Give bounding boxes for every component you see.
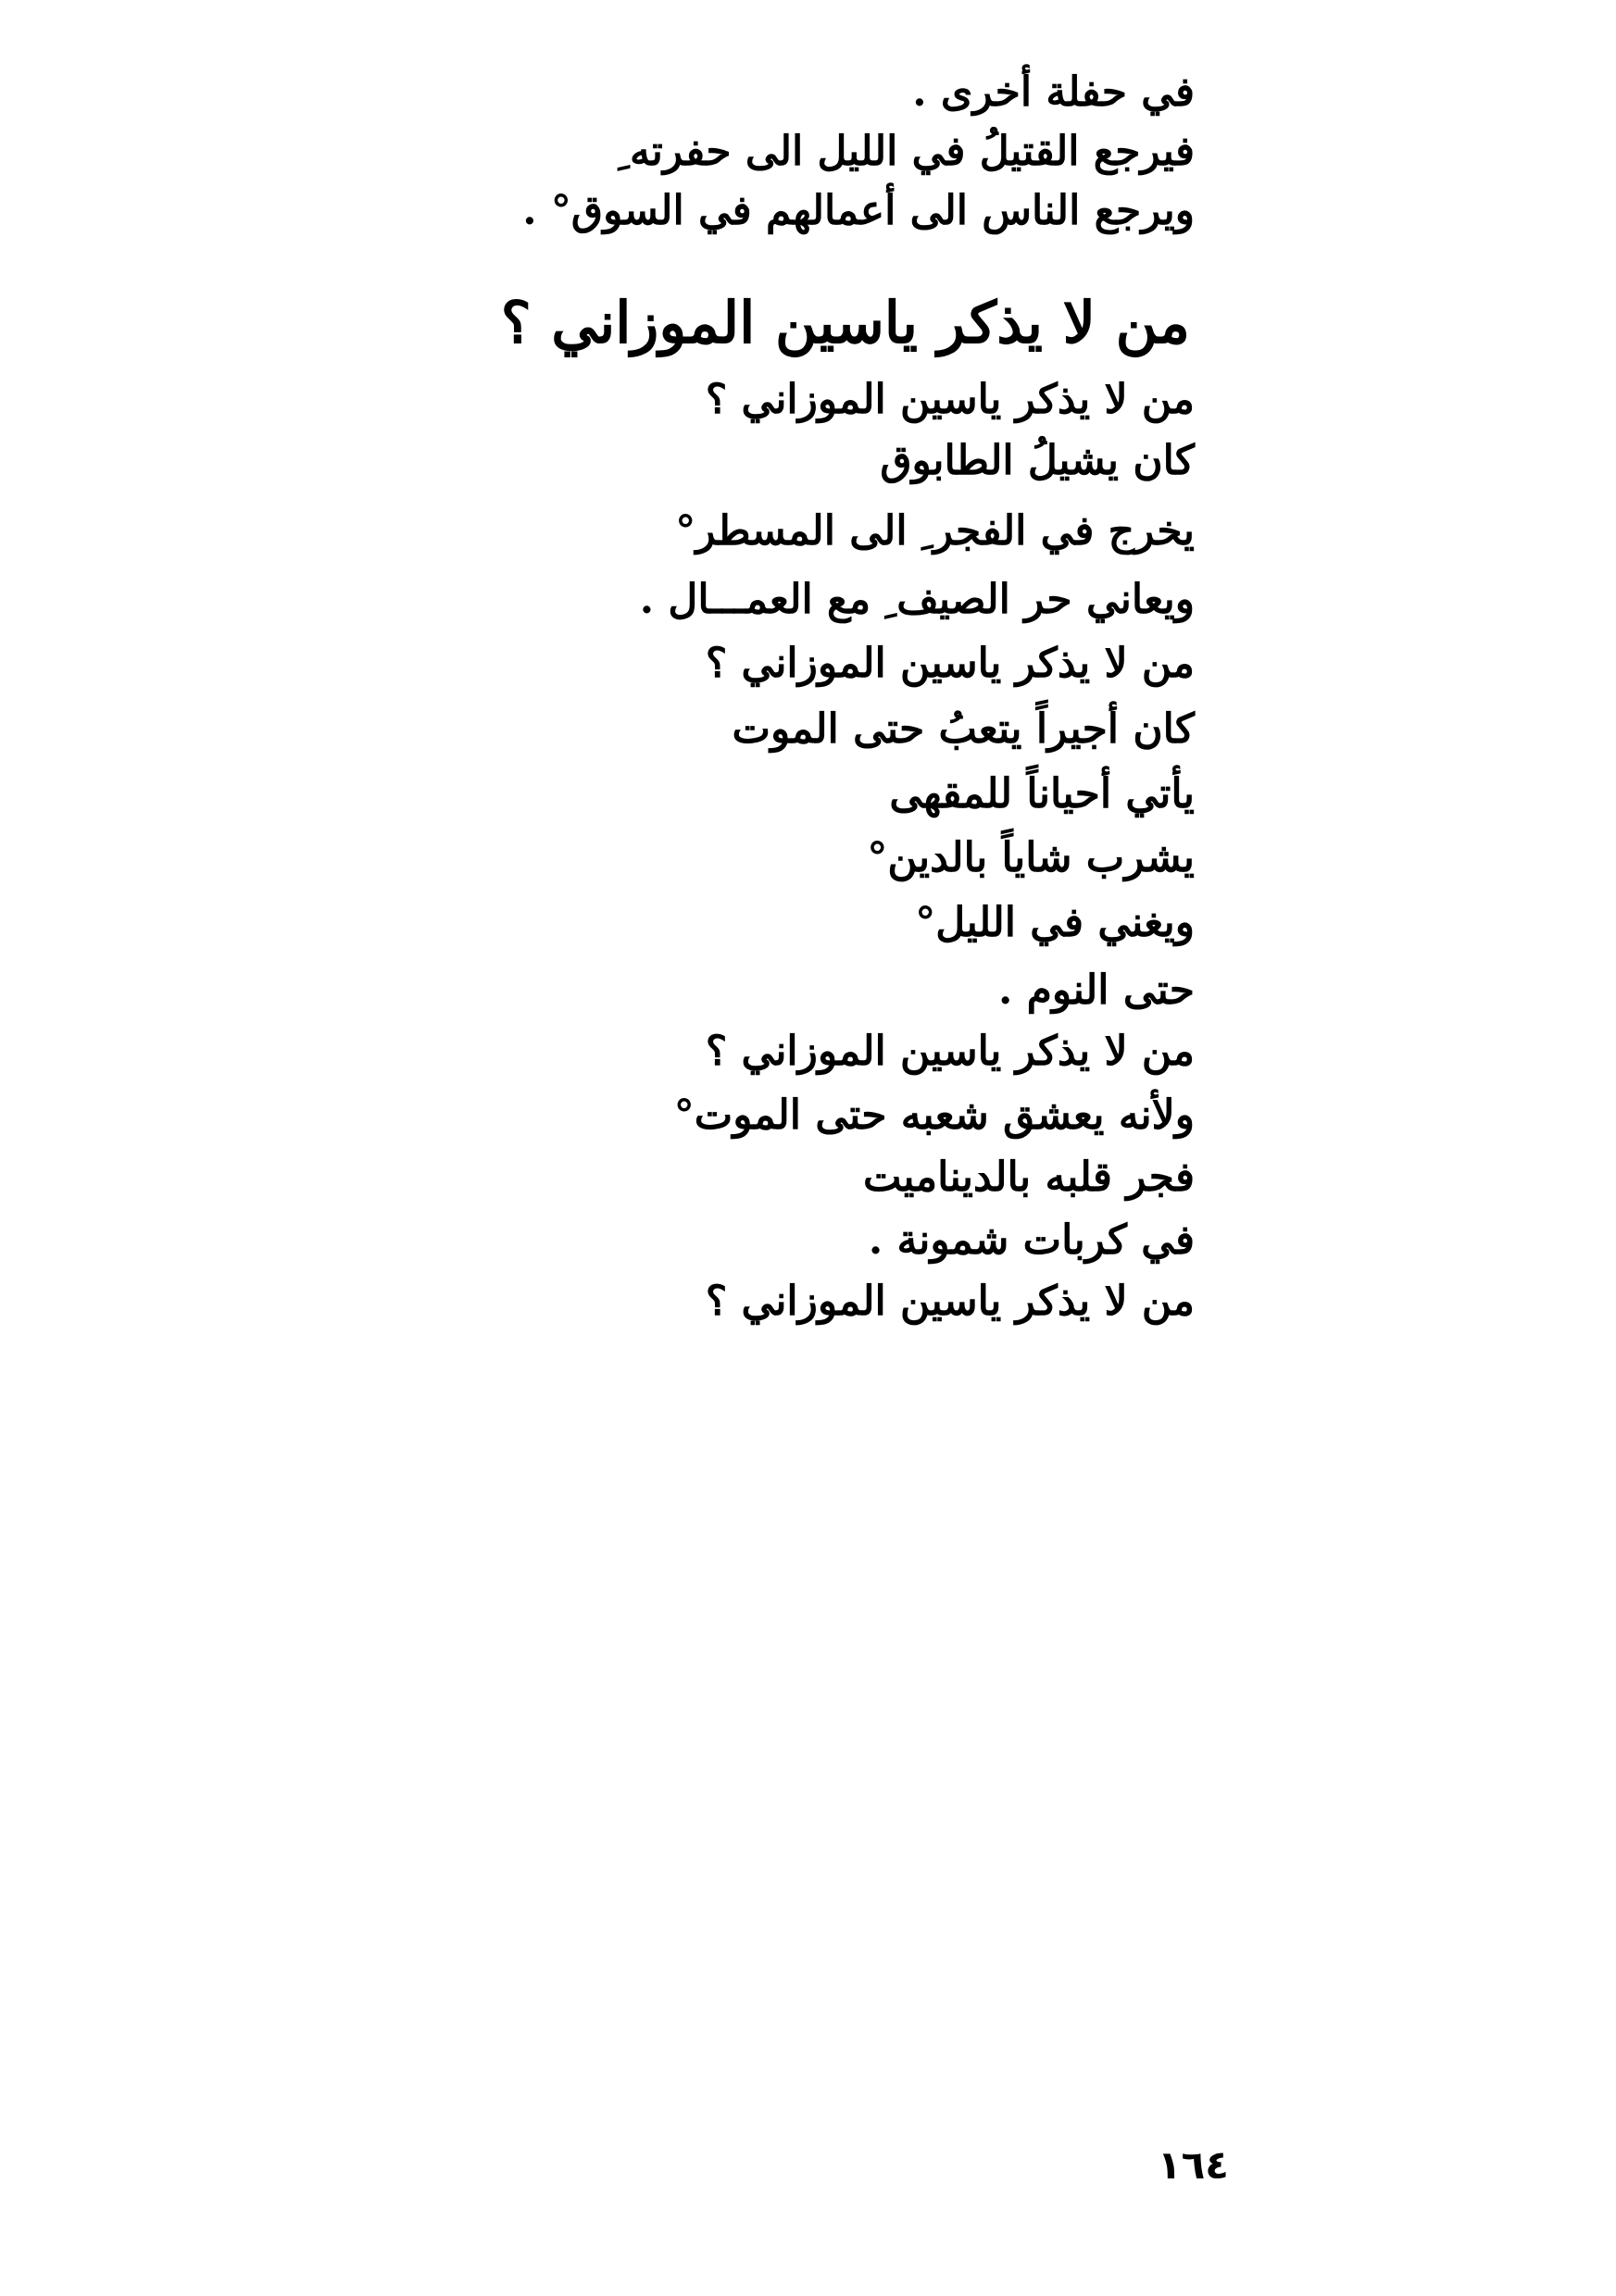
poem-line-1: من لا يذكر ياسين الموزاني ؟: [705, 376, 1195, 423]
poem-line-5: من لا يذكر ياسين الموزاني ؟: [705, 640, 1195, 687]
poem-line-10: حتى النوم .: [998, 967, 1195, 1014]
poem-line-8: يشرب شاياً بالدين°: [867, 834, 1195, 881]
poem-line-15: من لا يذكر ياسين الموزاني ؟: [705, 1278, 1195, 1325]
poem-title: من لا يذكر ياسين الموزاني ؟: [500, 289, 1190, 356]
poem-line-7: يأتي أحياناً للمقهى: [889, 770, 1195, 817]
previous-poem-line-3: ويرجع الناس الى أعمالهم في السوق° .: [522, 187, 1195, 234]
poem-line-3: يخرج في الفجر ِ الى المسطر°: [675, 507, 1195, 555]
previous-poem-line-2: فيرجع القتيلُ في الليل الى حفرته ِ: [618, 128, 1195, 175]
poem-line-14: في كربات شمونة .: [868, 1217, 1195, 1264]
page-number: ١٦٤: [1158, 2142, 1229, 2188]
poem-line-9: ويغني في الليل°: [915, 899, 1195, 946]
poem-line-12: ولأنه يعشق شعبه حتى الموت°: [673, 1092, 1195, 1139]
poem-line-4: ويعاني حر الصيف ِ مع العمـــال .: [639, 576, 1195, 623]
poem-line-13: فجر قلبه بالديناميت: [863, 1154, 1195, 1201]
previous-poem-line-1: في حفلة أخرى .: [912, 69, 1195, 116]
poem-line-6: كان أجيراً يتعبُ حتى الموت: [732, 705, 1195, 753]
poem-line-2: كان يشيلُ الطابوق: [880, 437, 1195, 484]
poem-line-11: من لا يذكر ياسين الموزاني ؟: [705, 1028, 1195, 1075]
